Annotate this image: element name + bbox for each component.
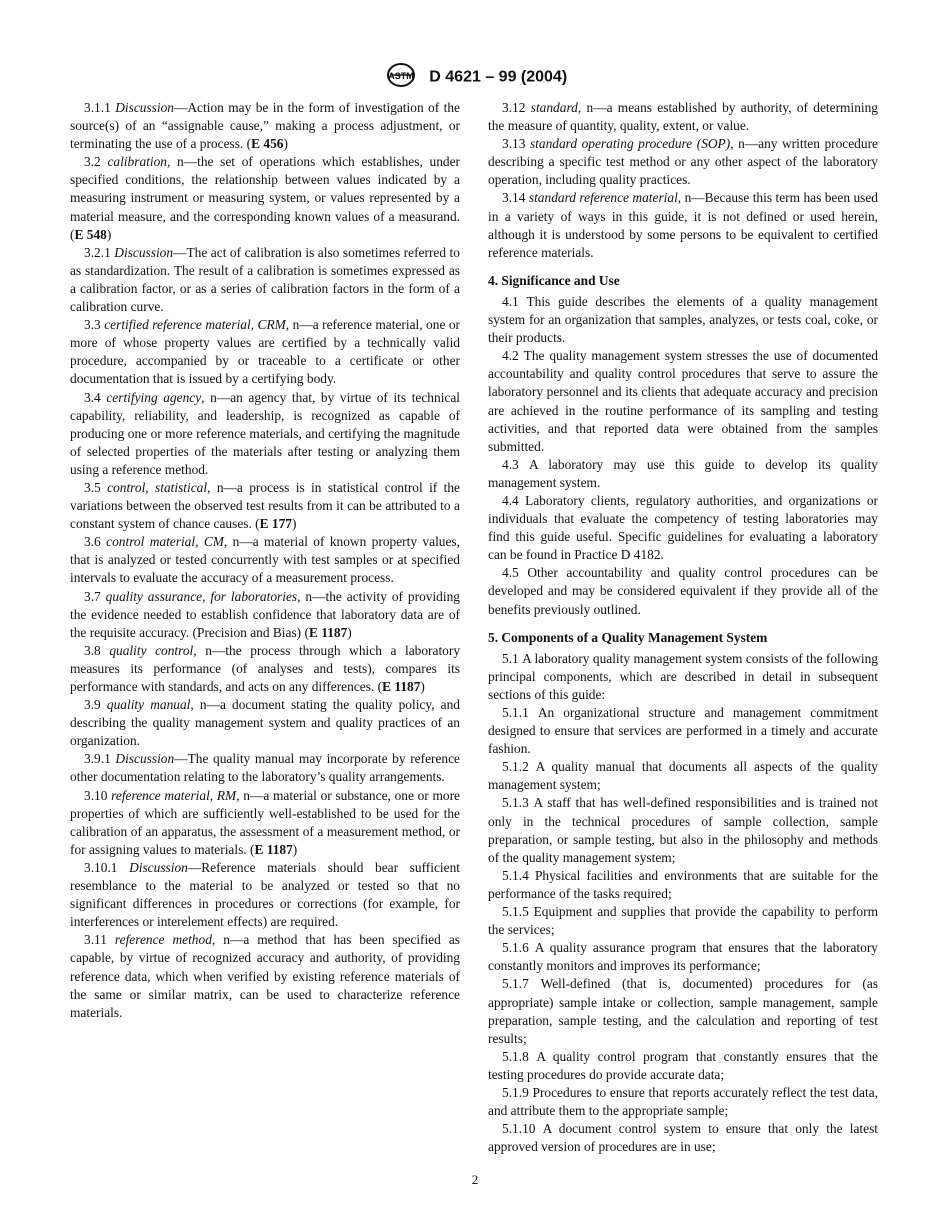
paragraph (488, 293, 878, 347)
page-number: 2 (471, 1172, 479, 1187)
section-number: 3.8 (84, 642, 101, 658)
page-header (0, 62, 950, 93)
paragraph-text: A staff that has well-defined responsibilities and is trained not only in the technical procedures of sample collection, sample preparation, or sample testing, but also in the philosophy and methods of the quality management system; (488, 795, 878, 865)
term-part-of-speech: , n (193, 642, 212, 658)
paragraph (488, 564, 878, 618)
paragraph (488, 794, 878, 866)
paragraph (488, 650, 878, 704)
term-separator: — (173, 244, 187, 260)
defined-term: certified reference material, CRM (104, 317, 286, 333)
section-number: 4.4 (502, 492, 519, 508)
paragraph-text: An organizational structure and management commitment designed to ensure that services are performed in a timely and accurate fashion. (488, 705, 878, 757)
term-separator: — (744, 136, 759, 152)
paragraph (488, 189, 878, 261)
paragraph-text: A document control system to ensure that only the latest approved version of procedures are in use; (488, 1121, 878, 1155)
paragraph (488, 456, 878, 492)
paragraph (70, 479, 460, 533)
section-heading: 4. Significance and Use (488, 272, 620, 288)
defined-term: control material, CM (106, 534, 224, 550)
svg-text:ASTM: ASTM (388, 71, 414, 81)
paragraph-text: A quality control program that constantly ensures that the testing procedures do provide accurate data; (488, 1048, 878, 1082)
reference-close: ) (106, 226, 112, 242)
section-number: 5.1.6 (502, 940, 529, 956)
term-separator: — (239, 534, 253, 550)
paragraph (488, 135, 878, 189)
section-number: 5.1.1 (502, 705, 529, 720)
defined-term: control, statistical (107, 479, 208, 495)
section-number: 3.2 (84, 154, 101, 170)
term-part-of-speech: , n (190, 697, 207, 713)
paragraph (488, 1120, 878, 1156)
term-part-of-speech: , n (223, 534, 240, 550)
section-number: 3.14 (502, 190, 526, 206)
section-number: 3.5 (84, 479, 101, 495)
paragraph-text: a material or substance, one or more properties of which are sufficiently well-established to be used for the calibration of an apparatus, the assessment of a measurement method, or for assigning values to materials. ( (70, 787, 460, 857)
term-separator: — (312, 588, 326, 604)
section-number: 5.1.5 (502, 904, 529, 920)
paragraph (488, 99, 878, 135)
term-separator: — (593, 100, 607, 115)
section-number: 5.1 (502, 650, 519, 666)
paragraph (488, 1084, 878, 1120)
paragraph-text: Well-defined (that is, documented) procedures for (as appropriate) sample intake or collection, sample management, sample preparation, sample testing, and the calculation and reporting of test results; (488, 976, 878, 1046)
paragraph (70, 316, 460, 388)
paragraph-text: a means established by authority, of determining the measure of quantity, quality, extent, or value. (488, 100, 879, 134)
section-number: 5.1.4 (502, 867, 529, 883)
term-separator: — (174, 100, 188, 115)
term-part-of-speech: , n (166, 154, 184, 170)
term-separator: — (206, 697, 220, 713)
section-heading: 5. Components of a Quality Management System (488, 629, 768, 645)
section-number: 3.2.1 (84, 244, 111, 260)
defined-term: quality control (109, 642, 194, 658)
paragraph-text: A quality manual that documents all aspects of the quality management system; (488, 759, 878, 793)
paragraph (488, 939, 878, 975)
right-column (488, 99, 878, 1156)
paragraph-text: Because this term has been used in a variety of ways in this guide, it is not defined or used herein, although it is understood by some persons to be equivalent to certified reference materials. (488, 190, 878, 260)
reference-standard: E 1187 (308, 624, 348, 640)
paragraph-text: Action may be in the form of investigation of the source(s) of an “assignable cause,” making a process adjustment, or terminating the use of a process. ( (70, 100, 460, 152)
paragraph (70, 153, 460, 243)
paragraph-text: Laboratory clients, regulatory authorities, and organizations or individuals that evaluate the competency of testing laboratories may find this guide useful. Specific guidelines for evaluating a laboratory can be found in Practice D 4182. (488, 492, 878, 563)
defined-term: reference material, RM (111, 787, 237, 803)
paragraph (70, 389, 460, 479)
paragraph-text: A laboratory quality management system consists of the following principal components, which are described in detail in subsequent sections of this guide: (488, 650, 878, 702)
paragraph (70, 787, 460, 859)
document-designation: D 4621 – 99 (2004) (429, 68, 568, 86)
paragraph (488, 1048, 878, 1084)
defined-term: standard reference material (528, 190, 678, 206)
section-number: 3.12 (502, 100, 526, 115)
section-number: 3.9 (84, 697, 101, 713)
paragraph (488, 704, 878, 758)
paragraph (70, 750, 460, 786)
paragraph-text: A laboratory may use this guide to develop its quality management system. (488, 456, 878, 490)
paragraph (70, 696, 460, 750)
defined-term: quality manual (106, 697, 191, 713)
defined-term: Discussion (115, 751, 175, 767)
paragraph (70, 859, 460, 931)
section-number: 5.1.8 (502, 1048, 529, 1064)
term-separator: — (187, 859, 202, 875)
paragraph-text: Other accountability and quality control procedures can be developed and may be considered equivalent if they provide all of the benefits previously outlined. (488, 565, 878, 617)
term-part-of-speech: , n (201, 389, 217, 405)
paragraph (70, 588, 460, 642)
section-number: 5.1.2 (502, 759, 529, 775)
section-number: 3.7 (84, 588, 101, 604)
section-number: 3.6 (84, 534, 101, 550)
term-separator: — (691, 190, 705, 206)
term-part-of-speech: , n (211, 932, 230, 948)
term-separator: — (183, 154, 198, 170)
section-number: 5.1.10 (502, 1121, 536, 1137)
section-number: 4.2 (502, 348, 519, 364)
paragraph-text: The quality manual may incorporate by reference other documentation relating to the laboratory’s quality arrangements. (70, 751, 460, 785)
paragraph-text: The act of calibration is also sometimes referred to as standardization. The result of a calibration is sometimes expressed as a calibration factor, or as a series of calibration factors in the form of a calibration curve. (70, 244, 460, 315)
left-column (70, 99, 460, 1022)
section-number: 4.3 (502, 456, 519, 472)
paragraph-text: Reference materials should bear sufficient resemblance to the material to be analyzed or tested so that no significant differences in procedures or corrections (for example, for interferences or interelement effects) are required. (70, 859, 460, 930)
paragraph (488, 903, 878, 939)
term-part-of-speech: , n (236, 787, 250, 803)
section-number: 3.11 (84, 932, 107, 948)
section-number: 3.10 (84, 787, 108, 803)
term-separator: — (211, 642, 226, 658)
term-part-of-speech: , n (730, 136, 745, 152)
section-number: 5.1.9 (502, 1084, 529, 1100)
paragraph (488, 975, 878, 1047)
term-part-of-speech: , n (577, 100, 594, 115)
paragraph (488, 867, 878, 903)
reference-standard: E 177 (259, 516, 293, 532)
paragraph (70, 99, 460, 153)
paragraph-text: a material of known property values, that is analyzed or tested concurrently with test samples or at specified intervals to evaluate the accuracy of a measurement process. (70, 534, 460, 586)
defined-term: calibration (107, 154, 167, 170)
astm-logo-icon (383, 62, 419, 93)
paragraph-text: a reference material, one or more of whose property values are certified by a technically valid procedure, accompanied by or traceable to a certificate or other documentation that is issued by a certifying body. (70, 317, 461, 387)
defined-term: quality assurance, for laboratories (105, 588, 298, 604)
defined-term: Discussion (115, 100, 174, 115)
paragraph (488, 347, 878, 456)
term-part-of-speech: , n (677, 190, 692, 206)
reference-close: ) (292, 841, 298, 857)
reference-close: ) (420, 679, 425, 694)
paragraph-text: The quality management system stresses the use of documented accountability and quality control procedures that serve to assure the laboratory personnel and its clients that adequate accuracy and precision are achieved in the routine performance of its sampling and testing activities, and that reported data were obtained from the samples submitted. (488, 348, 878, 454)
defined-term: standard operating procedure (SOP) (529, 136, 731, 152)
reference-standard: E 548 (74, 226, 107, 242)
reference-close: ) (347, 624, 352, 640)
term-separator: — (249, 787, 264, 803)
term-separator: — (174, 751, 188, 767)
paragraph-text: a document stating the quality policy, and describing the quality management system and quality practices of an organization. (70, 697, 461, 749)
paragraph-text: a process is in statistical control if the variations between the observed test results from it can be attributed to a constant system of chance causes. ( (70, 479, 460, 532)
section-number: 5.1.7 (502, 976, 529, 992)
paragraph-text: A quality assurance program that ensures that the laboratory constantly monitors and improves its performance; (488, 940, 878, 974)
paragraph (488, 492, 878, 564)
reference-close: ) (283, 136, 288, 152)
section-number: 3.3 (84, 317, 101, 333)
term-separator: — (229, 932, 244, 948)
paragraph-text: Physical facilities and environments that are suitable for the performance of the tasks required; (488, 867, 878, 901)
defined-term: certifying agency (106, 389, 202, 405)
section-number: 5.1.3 (502, 795, 529, 811)
paragraph (70, 244, 460, 316)
section-number: 3.1.1 (84, 100, 111, 115)
paragraph-text: the set of operations which establishes, under specified conditions, the relationship between values indicated by a measuring instrument or measuring system, or values represented by a material measure, and the corresponding known values of a measurand. ( (70, 154, 460, 242)
paragraph-text: the activity of providing the evidence needed to establish confidence that laboratory data are of the requisite accuracy. (Precision and Bias) ( (70, 588, 460, 640)
term-separator: — (299, 317, 313, 333)
paragraph (488, 758, 878, 794)
section-number: 4.1 (502, 293, 519, 309)
reference-standard: E 1187 (254, 841, 293, 857)
paragraph-text: the process through which a laboratory measures its performance (of analyses and tests), compares its performance with standards, and acts on any differences. ( (70, 642, 461, 694)
paragraph (70, 642, 460, 696)
term-separator: — (223, 479, 237, 495)
section-number: 3.13 (502, 136, 526, 152)
section-number: 3.9.1 (84, 751, 111, 767)
paragraph (70, 931, 460, 1021)
paragraph-text: any written procedure describing a specific test method or any other aspect of the laboratory operation, including quality practices. (488, 136, 878, 188)
paragraph-text: Procedures to ensure that reports accurately reflect the test data, and attribute them to the appropriate sample; (488, 1084, 878, 1119)
paragraph-text: an agency that, by virtue of its technical capability, reliability, and leadership, is recognized as capable of producing one or more reference materials, and certifying the magnitude of selected properties of the materials after testing or analyzing them using a reference method. (70, 389, 461, 477)
paragraph-text: a method that has been specified as capable, by virtue of recognized accuracy and authority, of providing reference data, which when verified by existing reference materials of the same or similar matrix, can be used to characterize reference materials. (70, 932, 461, 1020)
section-number: 4.5 (502, 565, 519, 581)
paragraph-text: This guide describes the elements of a quality management system for an organization that samples, analyzes, or tests coal, coke, or their products. (488, 293, 879, 346)
paragraph-text: Equipment and supplies that provide the capability to perform the services; (488, 904, 878, 938)
paragraph (70, 533, 460, 587)
defined-term: Discussion (129, 859, 188, 875)
section-number: 3.10.1 (84, 859, 118, 875)
term-separator: — (216, 389, 231, 405)
term-part-of-speech: , n (285, 317, 300, 333)
reference-standard: E 456 (251, 136, 284, 152)
defined-term: reference method (114, 932, 212, 948)
defined-term: Discussion (114, 244, 174, 260)
reference-close: ) (292, 516, 297, 532)
term-part-of-speech: , n (207, 479, 224, 495)
defined-term: standard (530, 100, 578, 115)
section-number: 3.4 (84, 389, 101, 405)
reference-standard: E 1187 (382, 679, 421, 694)
term-part-of-speech: , n (297, 588, 313, 604)
